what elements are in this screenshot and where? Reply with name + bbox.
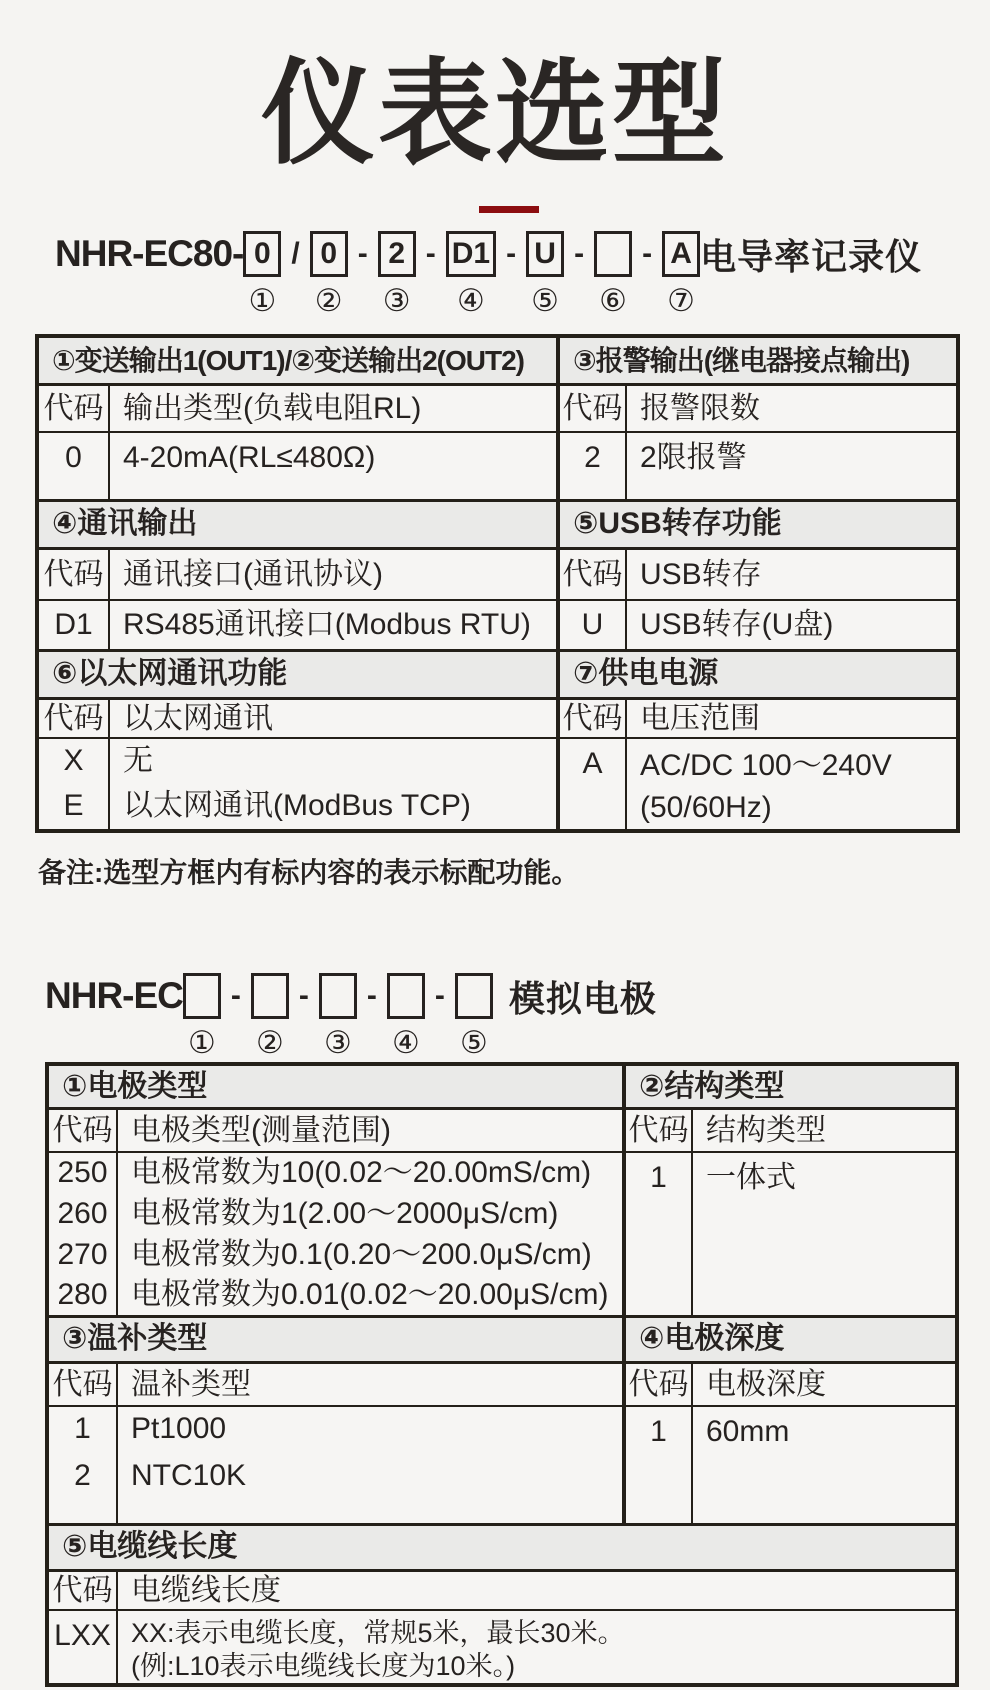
- option-code: X: [37, 738, 109, 782]
- model2-separator-1: -: [230, 979, 241, 1012]
- model2-code-box-5: [455, 973, 493, 1019]
- table2-section3-data-row: [47, 1610, 957, 1685]
- option-code: 1: [624, 1406, 692, 1524]
- table2-section2-data-row: [47, 1406, 957, 1451]
- column-header: 报警限数: [626, 384, 958, 432]
- model2-segment-3: [319, 973, 357, 1060]
- section-title: ③报警输出(继电器接点输出): [558, 336, 958, 384]
- code-column-header: 代码: [47, 1570, 117, 1610]
- model1-segment-1: [243, 231, 281, 318]
- table2-section1-header-row: [47, 1108, 957, 1152]
- option-desc-line: (50/60Hz): [640, 791, 772, 824]
- option-code: 1: [47, 1406, 117, 1451]
- model2-segment-1: [183, 973, 221, 1060]
- option-code: 0: [37, 432, 109, 500]
- section-title: ⑤电缆线长度: [47, 1524, 957, 1570]
- column-header: 电极类型(测量范围): [117, 1108, 624, 1152]
- model1-separator-1: /: [291, 237, 300, 270]
- option-code: LXX: [47, 1610, 117, 1685]
- model2-code-box-4: [387, 973, 425, 1019]
- title-accent-bar: [479, 206, 539, 213]
- table1-section1-data-row: [37, 432, 958, 500]
- model2-segment-number-5: ⑤: [459, 1025, 488, 1060]
- model-code-line-recorder: [55, 229, 923, 318]
- model1-separator-3: -: [425, 237, 436, 270]
- model2-segment-number-4: ④: [391, 1025, 420, 1060]
- selection-note: 备注:选型方框内有标内容的表示标配功能。: [38, 857, 580, 888]
- model2-code-box-2: [251, 973, 289, 1019]
- model1-code-box-2: 0: [310, 231, 348, 277]
- model1-separator-6: -: [642, 237, 653, 270]
- table1-section2-row: [37, 500, 958, 548]
- option-code: 280: [47, 1275, 117, 1316]
- column-header: 电压范围: [626, 698, 958, 738]
- code-column-header: 代码: [37, 548, 109, 600]
- column-header: 温补类型: [117, 1362, 624, 1406]
- option-desc: RS485通讯接口(Modbus RTU): [109, 600, 558, 650]
- section-title: ⑦供电电源: [558, 650, 958, 698]
- option-desc: 一体式: [692, 1152, 957, 1316]
- table1-section2-data-row: [37, 600, 958, 650]
- model1-segment-3: [378, 231, 416, 318]
- model2-code-box-3: [319, 973, 357, 1019]
- model2-separator-2: -: [298, 979, 309, 1012]
- model1-segment-2: [310, 231, 348, 318]
- code-column-header: 代码: [37, 384, 109, 432]
- model1-segment-number-6: ⑥: [599, 283, 627, 318]
- table1-section2-header-row: [37, 548, 958, 600]
- option-desc-line: AC/DC 100～240V: [640, 749, 892, 782]
- option-desc: 2限报警: [626, 432, 958, 500]
- option-code: 270: [47, 1234, 117, 1275]
- option-code: 1: [624, 1152, 692, 1316]
- model1-suffix: 电导率记录仪: [700, 235, 923, 277]
- table1-section1-header-row: [37, 384, 958, 432]
- option-desc: [626, 738, 958, 831]
- table1-section3-data-row: [37, 738, 958, 782]
- option-desc: NTC10K: [117, 1451, 624, 1524]
- model1-segment-number-4: ④: [456, 283, 485, 318]
- option-code: A: [558, 738, 626, 831]
- option-desc-line: (例:L10表示电缆线长度为10米。): [131, 1651, 516, 1681]
- model2-segment-number-1: ①: [187, 1025, 216, 1060]
- model2-separator-3: -: [366, 979, 377, 1012]
- electrode-option-table: [45, 1062, 959, 1687]
- option-code: 2: [558, 432, 626, 500]
- code-column-header: 代码: [558, 548, 626, 600]
- model1-segment-number-7: ⑦: [667, 283, 695, 318]
- code-column-header: 代码: [37, 698, 109, 738]
- model1-segment-7: [662, 231, 700, 318]
- model2-segment-2: [251, 973, 289, 1060]
- code-column-header: 代码: [47, 1362, 117, 1406]
- model1-separator-2: -: [357, 237, 368, 270]
- code-column-header: 代码: [47, 1108, 117, 1152]
- column-header: 电缆线长度: [117, 1570, 957, 1610]
- option-desc: 电极常数为0.1(0.20～200.0μS/cm): [117, 1234, 624, 1275]
- model1-separator-5: -: [574, 237, 585, 270]
- table2-section2-header-row: [47, 1362, 957, 1406]
- option-code: U: [558, 600, 626, 650]
- code-column-header: 代码: [624, 1108, 692, 1152]
- model1-code-box-7: A: [662, 231, 700, 277]
- table1-section3-header-row: [37, 698, 958, 738]
- section-title: ③温补类型: [47, 1316, 624, 1362]
- table2-section3-header-row: [47, 1570, 957, 1610]
- section-title: ①变送输出1(OUT1)/②变送输出2(OUT2): [37, 336, 558, 384]
- model1-code-box-4: D1: [446, 231, 496, 277]
- model2-segment-5: [455, 973, 493, 1060]
- table2-section1-row: [47, 1064, 957, 1108]
- column-header: USB转存: [626, 548, 958, 600]
- option-desc-line: XX:表示电缆长度，常规5米，最长30米。: [131, 1618, 625, 1648]
- option-code: D1: [37, 600, 109, 650]
- model1-segment-number-5: ⑤: [531, 283, 559, 318]
- code-column-header: 代码: [558, 384, 626, 432]
- model2-prefix: NHR-EC: [45, 975, 183, 1016]
- column-header: 以太网通讯: [109, 698, 558, 738]
- model2-segment-number-3: ③: [323, 1025, 352, 1060]
- option-desc: 电极常数为1(2.00～2000μS/cm): [117, 1193, 624, 1234]
- section-title: ①电极类型: [47, 1064, 624, 1108]
- recorder-option-table: [35, 334, 960, 833]
- option-code: 2: [47, 1451, 117, 1524]
- table2-section2-row: [47, 1316, 957, 1362]
- model2-suffix: 模拟电极: [508, 977, 657, 1019]
- model1-separator-4: -: [506, 237, 517, 270]
- model1-segment-6: [594, 231, 632, 318]
- model1-segment-4: [446, 231, 496, 318]
- table2-section3-row: [47, 1524, 957, 1570]
- option-desc: [117, 1610, 957, 1685]
- model1-prefix: NHR-EC80-: [55, 233, 244, 274]
- option-desc: 以太网通讯(ModBus TCP): [109, 782, 558, 831]
- option-desc: 4-20mA(RL≤480Ω): [109, 432, 558, 500]
- option-desc: USB转存(U盘): [626, 600, 958, 650]
- model2-segment-number-2: ②: [255, 1025, 284, 1060]
- table1-section3-row: [37, 650, 958, 698]
- model1-segment-number-1: ①: [248, 283, 277, 318]
- section-title: ②结构类型: [624, 1064, 957, 1108]
- model1-segment-5: [526, 231, 564, 318]
- option-code: 250: [47, 1152, 117, 1193]
- option-desc: 电极常数为0.01(0.02～20.00μS/cm): [117, 1275, 624, 1316]
- model-code-line-electrode: [45, 971, 657, 1060]
- table2-section1-data-row: [47, 1152, 957, 1193]
- section-title: ④通讯输出: [37, 500, 558, 548]
- option-desc: 无: [109, 738, 558, 782]
- model1-segment-number-3: ③: [382, 283, 411, 318]
- code-column-header: 代码: [558, 698, 626, 738]
- column-header: 通讯接口(通讯协议): [109, 548, 558, 600]
- column-header: 结构类型: [692, 1108, 957, 1152]
- page-title: 仪表选型: [260, 51, 729, 178]
- option-code: E: [37, 782, 109, 831]
- model2-code-box-1: [183, 973, 221, 1019]
- section-title: ④电极深度: [624, 1316, 957, 1362]
- option-desc: Pt1000: [117, 1406, 624, 1451]
- section-title: ⑥以太网通讯功能: [37, 650, 558, 698]
- model1-code-box-1: 0: [243, 231, 281, 277]
- model1-code-box-6: [594, 231, 632, 277]
- model1-segment-number-2: ②: [314, 283, 343, 318]
- column-header: 电极深度: [692, 1362, 957, 1406]
- column-header: 输出类型(负载电阻RL): [109, 384, 558, 432]
- model1-code-box-3: 2: [378, 231, 416, 277]
- option-desc: 60mm: [692, 1406, 957, 1524]
- code-column-header: 代码: [624, 1362, 692, 1406]
- section-title: ⑤USB转存功能: [558, 500, 958, 548]
- model2-separator-4: -: [434, 979, 445, 1012]
- option-desc: 电极常数为10(0.02～20.00mS/cm): [117, 1152, 624, 1193]
- model1-code-box-5: U: [526, 231, 564, 277]
- model2-segment-4: [387, 973, 425, 1060]
- option-code: 260: [47, 1193, 117, 1234]
- table1-section1-row: [37, 336, 958, 384]
